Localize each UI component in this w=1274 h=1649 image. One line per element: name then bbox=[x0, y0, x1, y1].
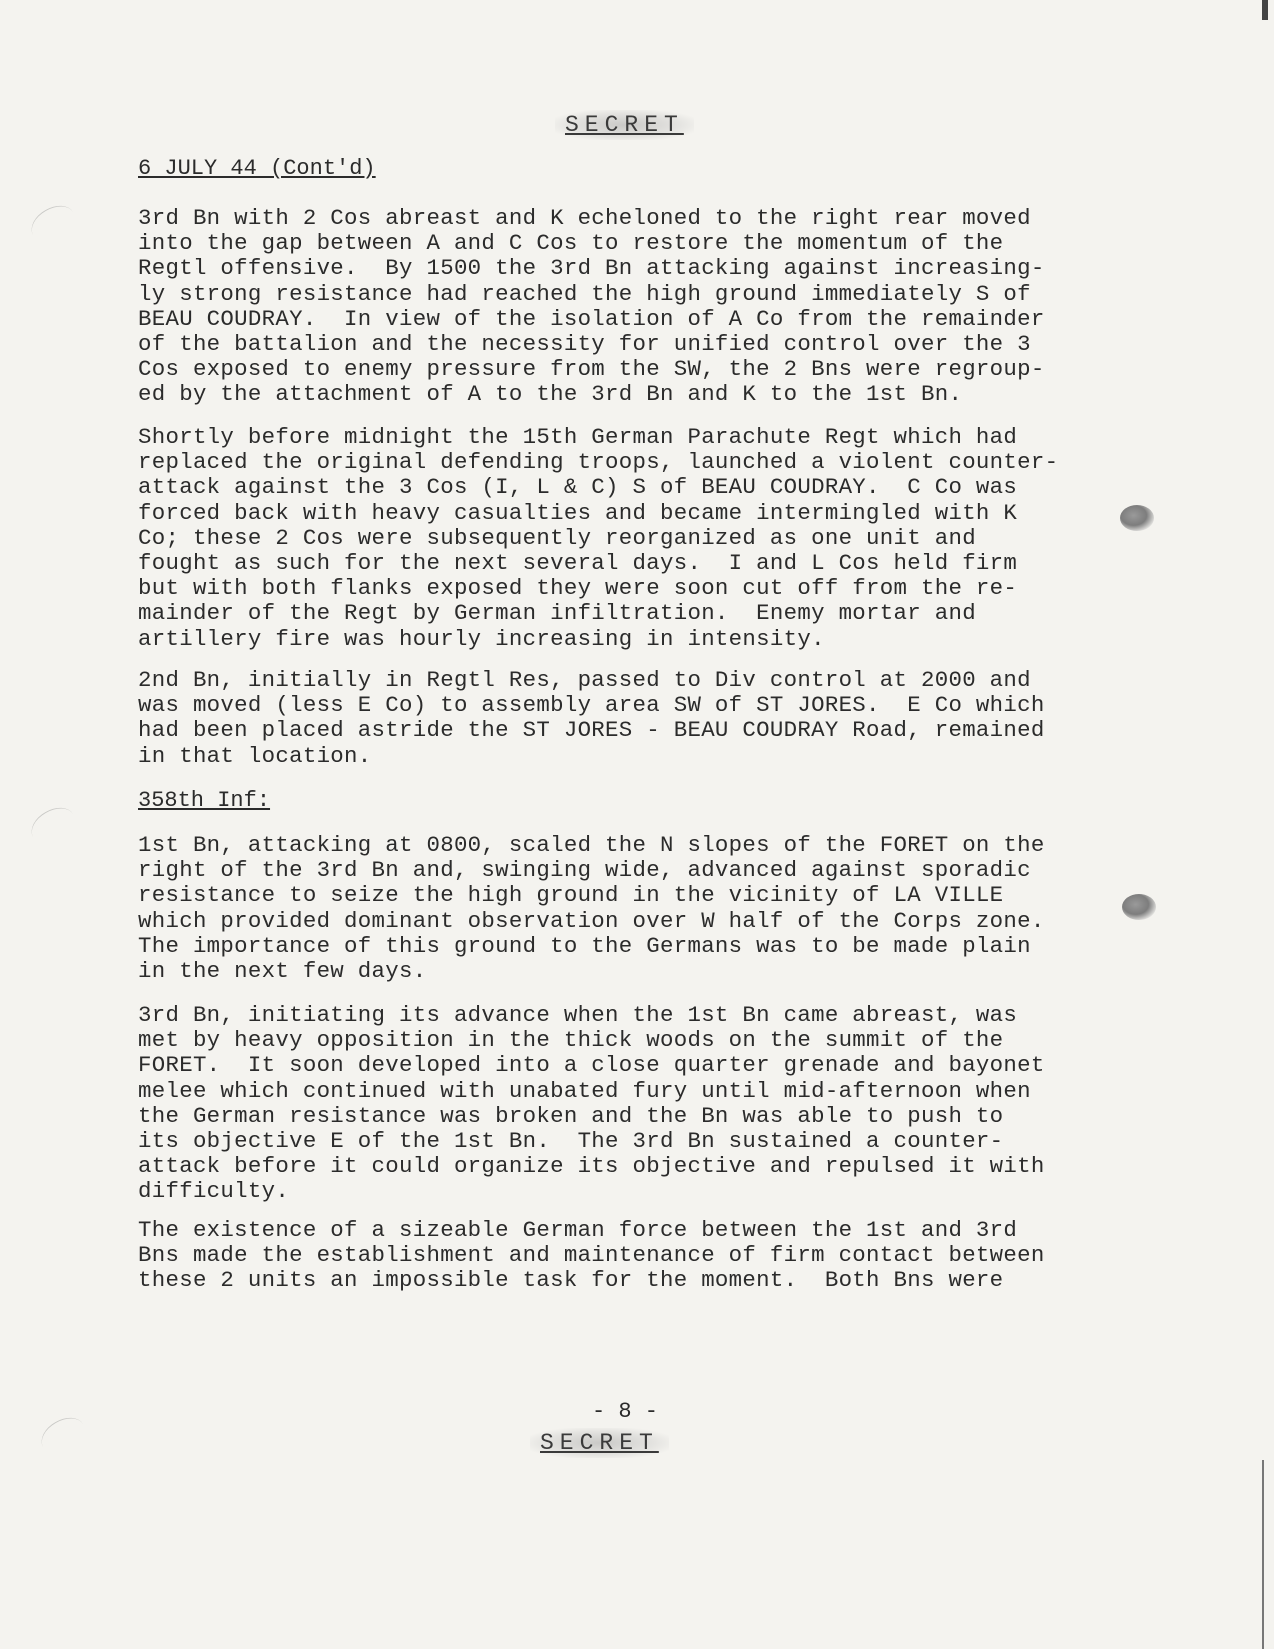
scan-mark bbox=[25, 801, 80, 851]
punch-hole-mark bbox=[1122, 894, 1156, 920]
paragraph: 2nd Bn, initially in Regtl Res, passed to Div control at 2000 and was moved (less E Co) to assembly area SW of ST JORES. E Co which had been placed astride the ST JORES - BEAU COUDRAY Road, remained in that location. bbox=[138, 667, 1045, 769]
classification-stamp-bottom: SECRET bbox=[530, 1428, 669, 1458]
paragraph: The existence of a sizeable German force between the 1st and 3rd Bns made the establishment and maintenance of firm contact between these 2 units an impossible task for the moment. Both Bns were bbox=[138, 1217, 1045, 1294]
paragraph: Shortly before midnight the 15th German Parachute Regt which had replaced the original defending troops, launched a violent counter- attack against the 3 Cos (I, L & C) S of BEAU COUDRAY. C Co was forced back with heavy casualties and became intermingled with K Co; these 2 Cos were subsequently reorganized as one unit and fought as such for the next several days. I and L Cos held firm but with both flanks exposed they were soon cut off from the re- mainder of the Regt by German infiltration. Enemy mortar and artillery fire was hourly increasing in intensity. bbox=[138, 424, 1059, 652]
paragraph: 3rd Bn, initiating its advance when the 1st Bn came abreast, was met by heavy opposition in the thick woods on the summit of the FORET. It soon developed into a close quarter grenade and bayonet melee which continued with unabated fury until mid-afternoon when the German resistance was broken and the Bn was able to push to its objective E of the 1st Bn. The 3rd Bn sustained a counter- attack before it could organize its objective and repulsed it with difficulty. bbox=[138, 1002, 1045, 1205]
punch-hole-mark bbox=[1120, 505, 1154, 531]
classification-stamp-top: SECRET bbox=[555, 110, 694, 140]
section-heading-date: 6 JULY 44 (Cont'd) bbox=[138, 156, 376, 181]
paragraph: 1st Bn, attacking at 0800, scaled the N slopes of the FORET on the right of the 3rd Bn and, swinging wide, advanced against sporadic resistance to seize the high ground in the vicinity of LA VILLE which provided dominant observation over W half of the Corps zone. The importance of this ground to the Germans was to be made plain in the next few days. bbox=[138, 832, 1045, 985]
edge-mark bbox=[1262, 0, 1268, 20]
paragraph: 3rd Bn with 2 Cos abreast and K echeloned to the right rear moved into the gap between A and C Cos to restore the momentum of the Regtl offensive. By 1500 the 3rd Bn attacking against increasing- ly strong resistance had reached the high ground immediately S of BEAU COUDRAY. In view of the isolation of A Co from the remainder of the battalion and the necessity for unified control over the 3 Cos exposed to enemy pressure from the SW, the 2 Bns were regroup- ed by the attachment of A to the 3rd Bn and K to the 1st Bn. bbox=[138, 205, 1045, 408]
page-number: - 8 - bbox=[592, 1399, 659, 1424]
section-heading-unit: 358th Inf: bbox=[138, 788, 271, 813]
scan-mark bbox=[25, 199, 80, 249]
scan-mark bbox=[35, 1411, 90, 1461]
edge-mark bbox=[1262, 1460, 1264, 1649]
